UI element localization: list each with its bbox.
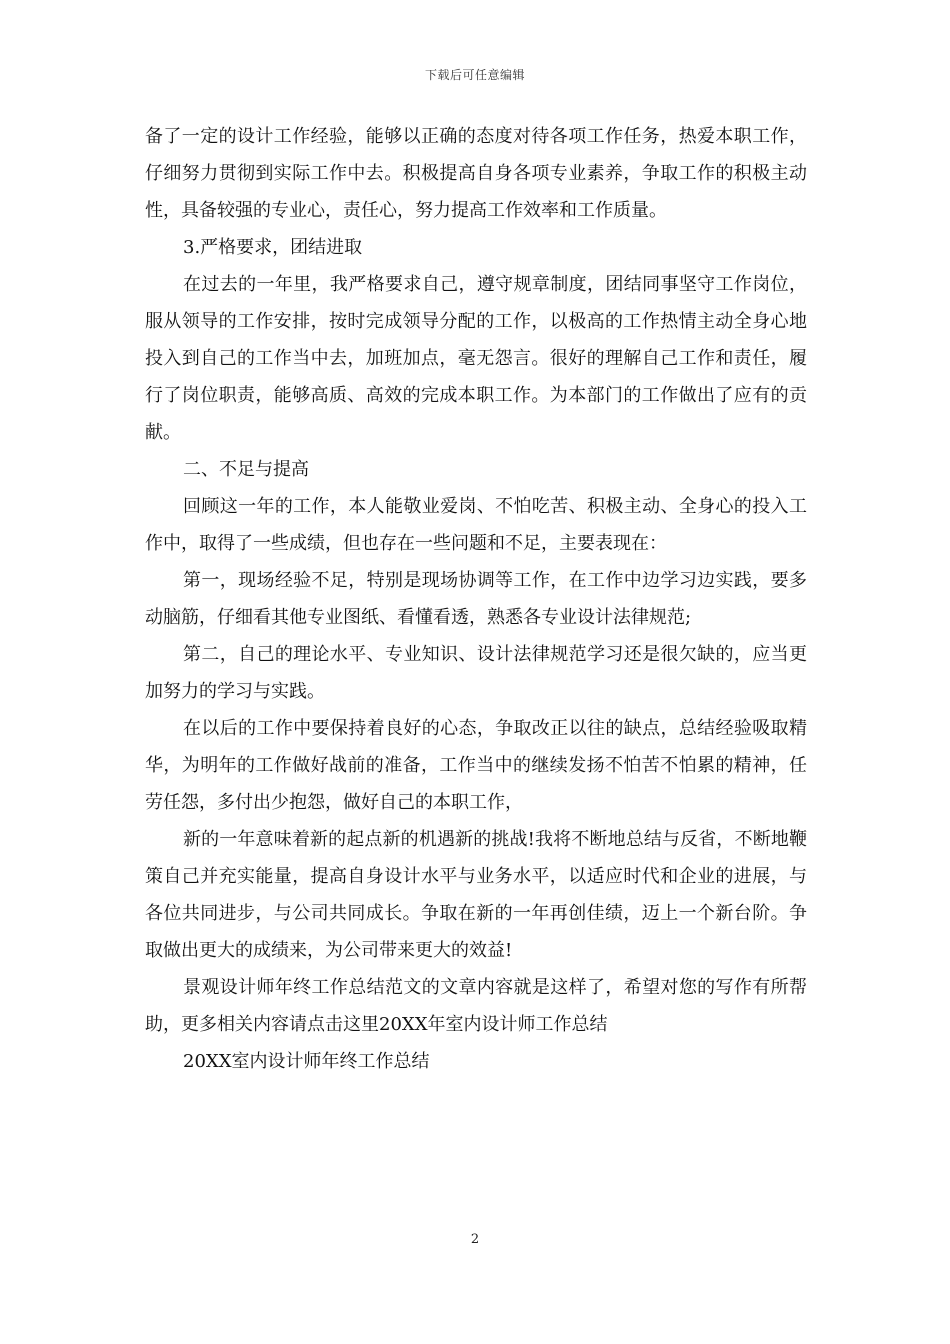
paragraph: 新的一年意味着新的起点新的机遇新的挑战!我将不断地总结与反省，不断地鞭策自己并充实能量，提高自身设计水平与业务水平，以适应时代和企业的进展，与各位共同进步，与公司共同成长。争取在新的一年再创佳绩，迈上一个新台阶。争取做出更大的成绩来，为公司带来更大的效益!	[145, 829, 807, 961]
paragraph: 景观设计师年终工作总结范文的文章内容就是这样了，希望对您的写作有所帮助，更多相关内容请点击这里20XX年室内设计师工作总结	[145, 977, 807, 1035]
section-heading-shortcomings: 二、不足与提高	[183, 459, 309, 480]
paragraph: 在过去的一年里，我严格要求自己，遵守规章制度，团结同事坚守工作岗位，服从领导的工作安排，按时完成领导分配的工作，以极高的工作热情主动全身心地投入到自己的工作当中去，加班加点，毫无怨言。很好的理解自己工作和责任，履行了岗位职责，能够高质、高效的完成本职工作。为本部门的工作做出了应有的贡献。	[145, 274, 807, 443]
section-heading-strict-requirements: 3.严格要求，团结进取	[183, 237, 363, 258]
page-header: 下载后可任意编辑	[424, 68, 525, 82]
paragraph: 第一，现场经验不足，特别是现场协调等工作，在工作中边学习边实践，要多动脑筋，仔细看其他专业图纸、看懂看透，熟悉各专业设计法律规范;	[145, 570, 807, 628]
paragraph-continuation: 备了一定的设计工作经验，能够以正确的态度对待各项工作任务，热爱本职工作，仔细努力贯彻到实际工作中去。积极提高自身各项专业素养，争取工作的积极主动性，具备较强的专业心，责任心，努力提高工作效率和工作质量。	[145, 126, 807, 221]
paragraph: 第二，自己的理论水平、专业知识、设计法律规范学习还是很欠缺的，应当更加努力的学习与实践。	[145, 644, 807, 702]
document-body	[145, 118, 807, 1080]
paragraph: 回顾这一年的工作，本人能敬业爱岗、不怕吃苦、积极主动、全身心的投入工作中，取得了一些成绩，但也存在一些问题和不足，主要表现在：	[145, 496, 807, 554]
related-article-link: 20XX室内设计师年终工作总结	[183, 1051, 430, 1072]
paragraph: 在以后的工作中要保持着良好的心态，争取改正以往的缺点，总结经验吸取精华，为明年的工作做好战前的准备，工作当中的继续发扬不怕苦不怕累的精神，任劳任怨，多付出少抱怨，做好自己的本职工作，	[145, 718, 807, 813]
page-number: 2	[470, 1232, 480, 1247]
